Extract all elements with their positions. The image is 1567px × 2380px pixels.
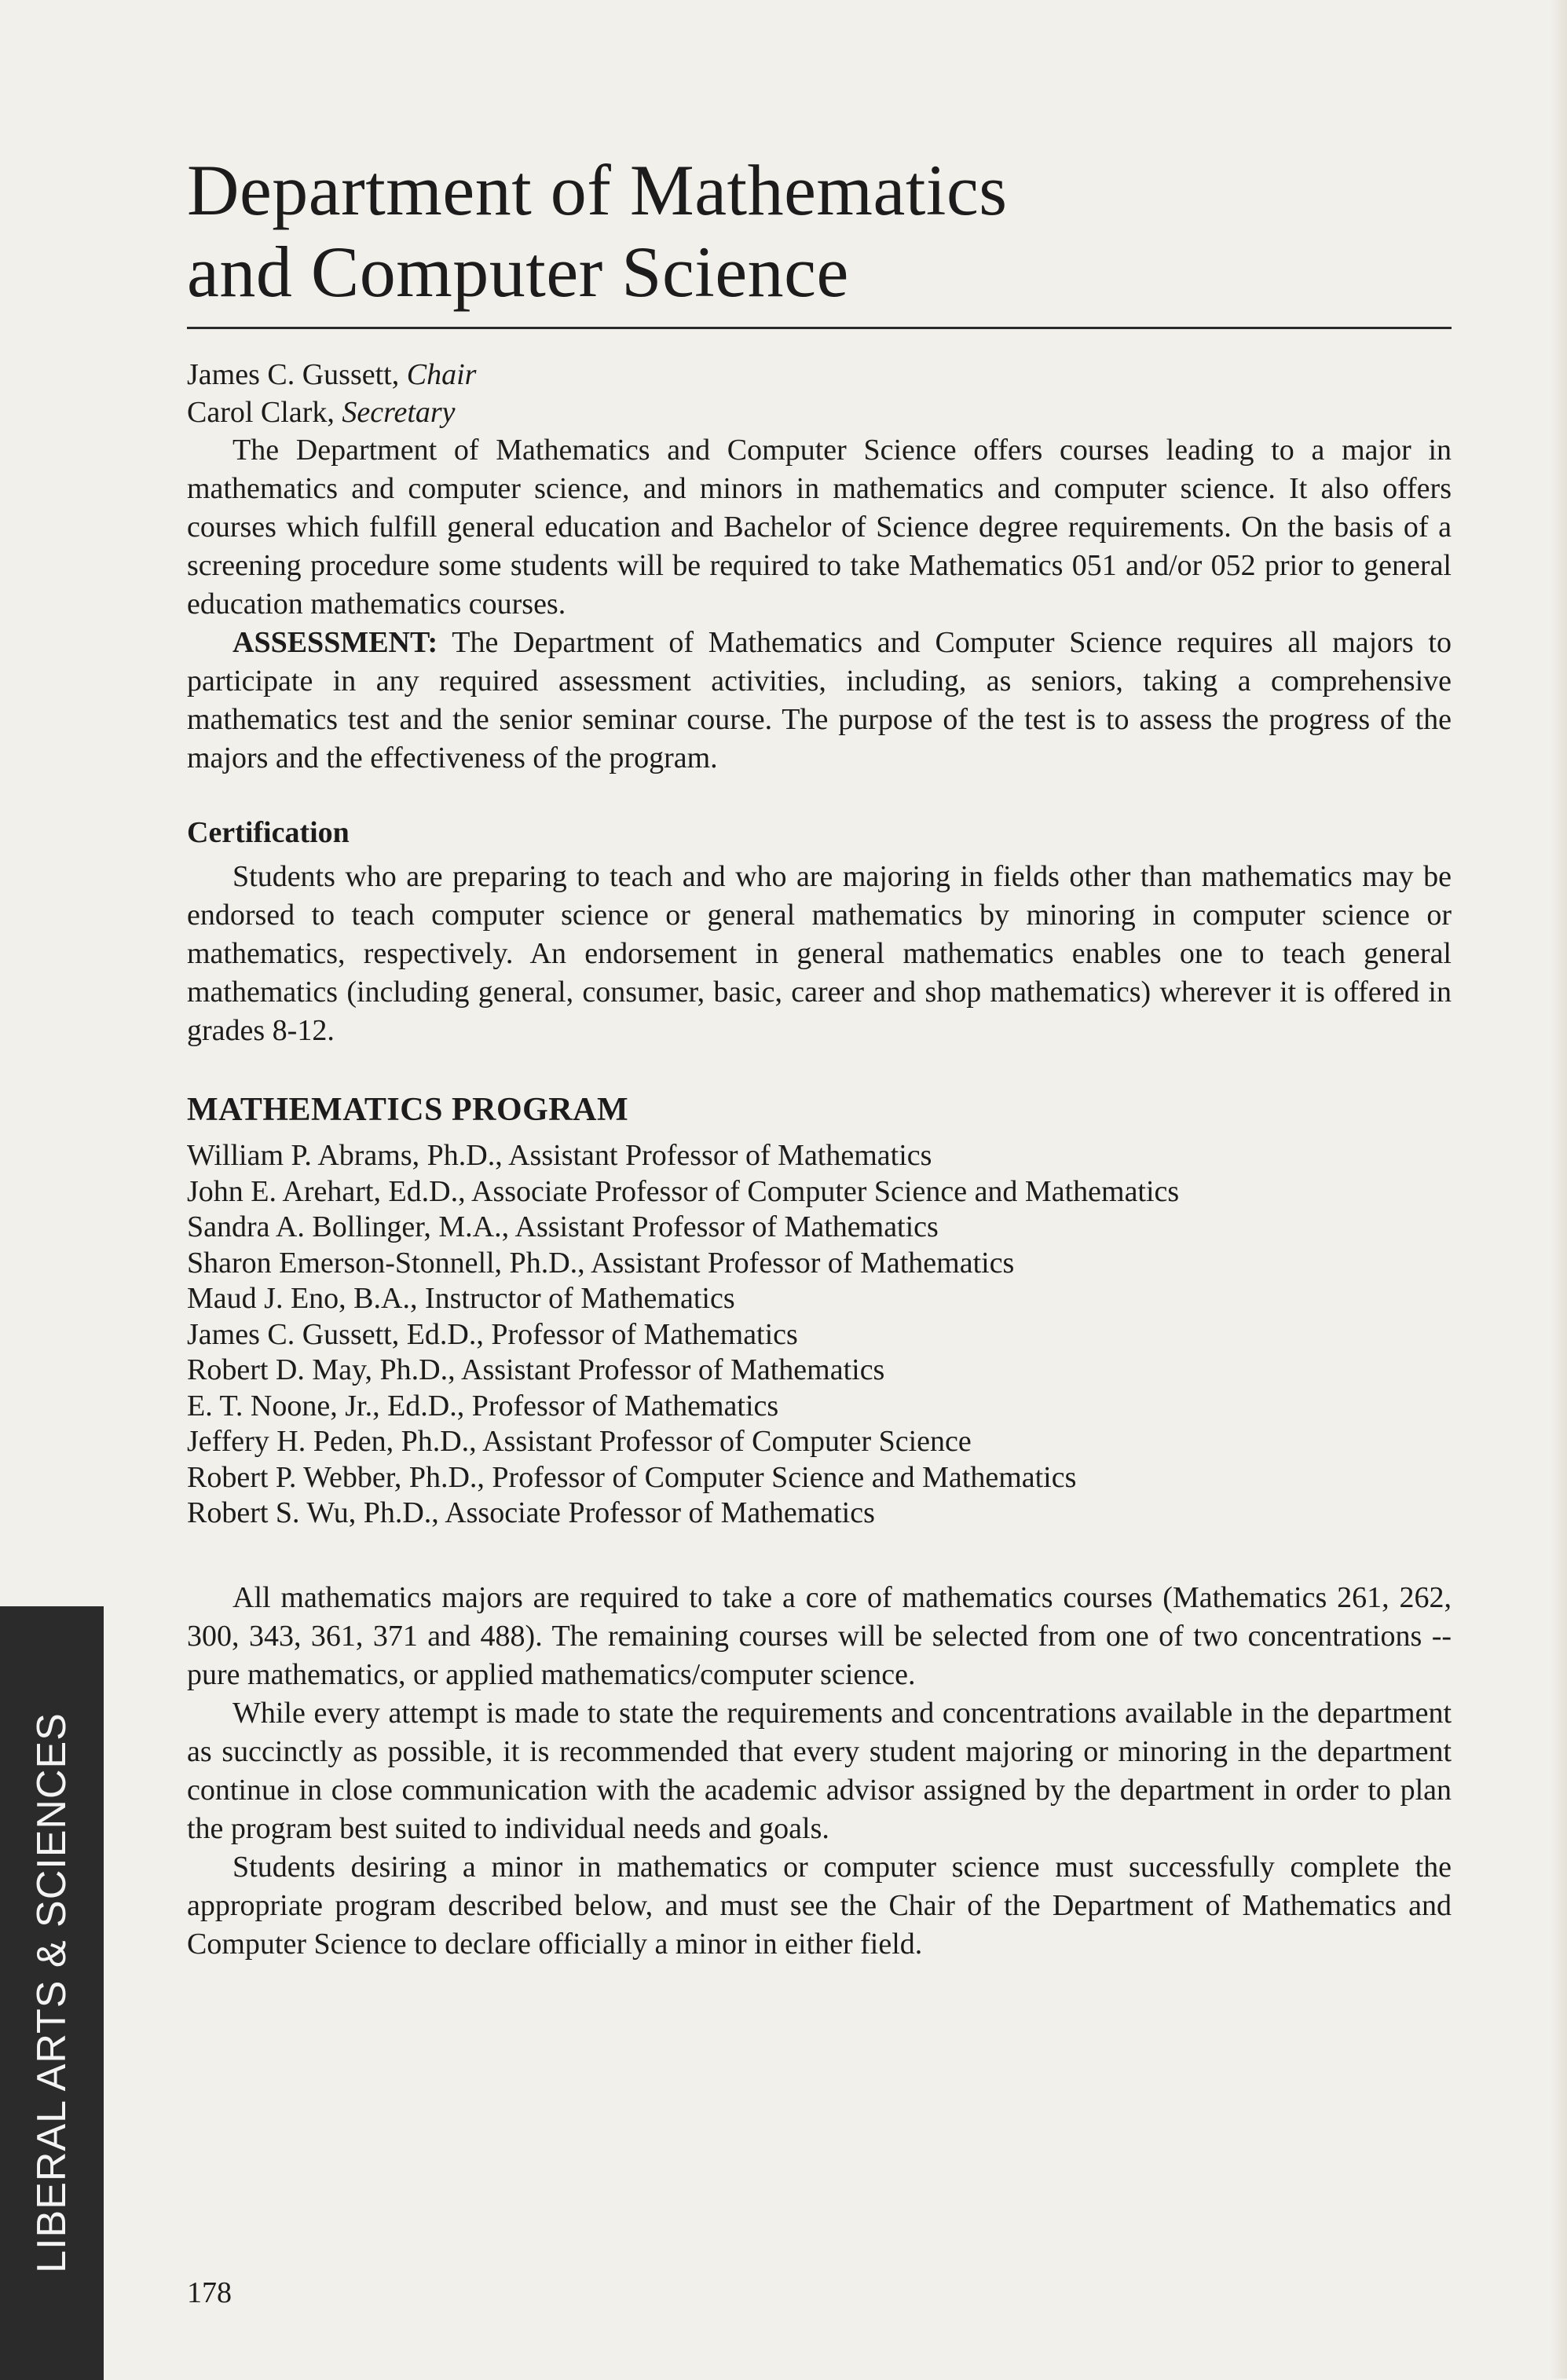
secretary-role: Secretary: [342, 396, 456, 429]
minor-paragraph: Students desiring a minor in mathematics or computer science must successfully complete the appropriate program described below, and must see the Chair of the Department of Mathematics and Computer Science to declare officially a minor in either field.: [187, 1850, 1452, 1961]
page-edge: [1550, 0, 1567, 2378]
faculty-item: Maud J. Eno, B.A., Instructor of Mathematics: [187, 1282, 735, 1315]
title-divider: [187, 327, 1452, 329]
page-title: [187, 149, 1452, 313]
advising-paragraph: While every attempt is made to state the requirements and concentrations available in the department as succinctly as possible, it is recommended that every student majoring or minoring in the department continue in close communication with the academic advisor assigned by the department in order to plan the program best suited to individual needs and goals.: [187, 1696, 1452, 1845]
faculty-item: Sandra A. Bollinger, M.A., Assistant Professor of Mathematics: [187, 1210, 939, 1243]
faculty-item: Jeffery H. Peden, Ph.D., Assistant Professor of Computer Science: [187, 1425, 972, 1458]
secretary-name: Carol Clark,: [187, 396, 335, 429]
assessment-paragraph: [187, 624, 1452, 778]
assessment-text: The Department of Mathematics and Computer Science requires all majors to participate in any required assessment activities, including, as seniors, taking a comprehensive mathematics test and the senior seminar course. The purpose of the test is to assess the progress of the majors and the effectiveness of the program.: [187, 626, 1452, 774]
faculty-item: William P. Abrams, Ph.D., Assistant Professor of Mathematics: [187, 1139, 932, 1172]
chair-name: James C. Gussett,: [187, 358, 400, 391]
intro-paragraph: The Department of Mathematics and Computer Science offers courses leading to a major in mathematics and computer science, and minors in mathematics and computer science. It also offers courses which fulfill general education and Bachelor of Science degree requirements. On the basis of a screening procedure some students will be required to take Mathematics 051 and/or 052 prior to general education mathematics courses.: [187, 434, 1452, 621]
faculty-item: James C. Gussett, Ed.D., Professor of Mathematics: [187, 1317, 798, 1351]
assessment-label: ASSESSMENT:: [232, 626, 438, 659]
faculty-item: Sharon Emerson-Stonnell, Ph.D., Assistant Professor of Mathematics: [187, 1246, 1015, 1280]
title-line-1: Department of Mathematics: [187, 150, 1008, 230]
faculty-list: [187, 1138, 1452, 1532]
department-officers: [187, 356, 1452, 431]
secretary-line: [187, 394, 1452, 431]
page-content: [187, 149, 1452, 1964]
faculty-item: E. T. Noone, Jr., Ed.D., Professor of Mathematics: [187, 1389, 779, 1423]
side-tab-label: LIBERAL ARTS & SCIENCES: [29, 1712, 75, 2273]
certification-heading: Certification: [187, 816, 350, 849]
requirements-section: [187, 1579, 1452, 1964]
mathematics-program-heading: MATHEMATICS PROGRAM: [187, 1092, 629, 1128]
faculty-item: Robert D. May, Ph.D., Assistant Professor of Mathematics: [187, 1353, 885, 1386]
faculty-item: Robert P. Webber, Ph.D., Professor of Computer Science and Mathematics: [187, 1460, 1077, 1494]
faculty-item: John E. Arehart, Ed.D., Associate Professor of Computer Science and Mathematics: [187, 1174, 1180, 1208]
title-line-2: and Computer Science: [187, 232, 849, 312]
chair-line: [187, 356, 1452, 394]
core-requirements-paragraph: All mathematics majors are required to take a core of mathematics courses (Mathematics 261, 262, 300, 343, 361, 371 and 488). The remaining courses will be selected from one of two concentrations -- pure mathematics, or applied mathematics/computer science.: [187, 1580, 1452, 1691]
faculty-item: Robert S. Wu, Ph.D., Associate Professor of Mathematics: [187, 1496, 875, 1529]
certification-paragraph: Students who are preparing to teach and who are majoring in fields other than mathematics may be endorsed to teach computer science or general mathematics by minoring in computer science or mathematics, respectively. An endorsement in general mathematics enables one to teach general mathematics (including general, consumer, basic, career and shop mathematics) wherever it is offered in grades 8-12.: [187, 860, 1452, 1047]
page-number: 178: [187, 2276, 232, 2309]
chair-role: Chair: [406, 358, 477, 391]
section-side-tab: [0, 1606, 104, 2380]
